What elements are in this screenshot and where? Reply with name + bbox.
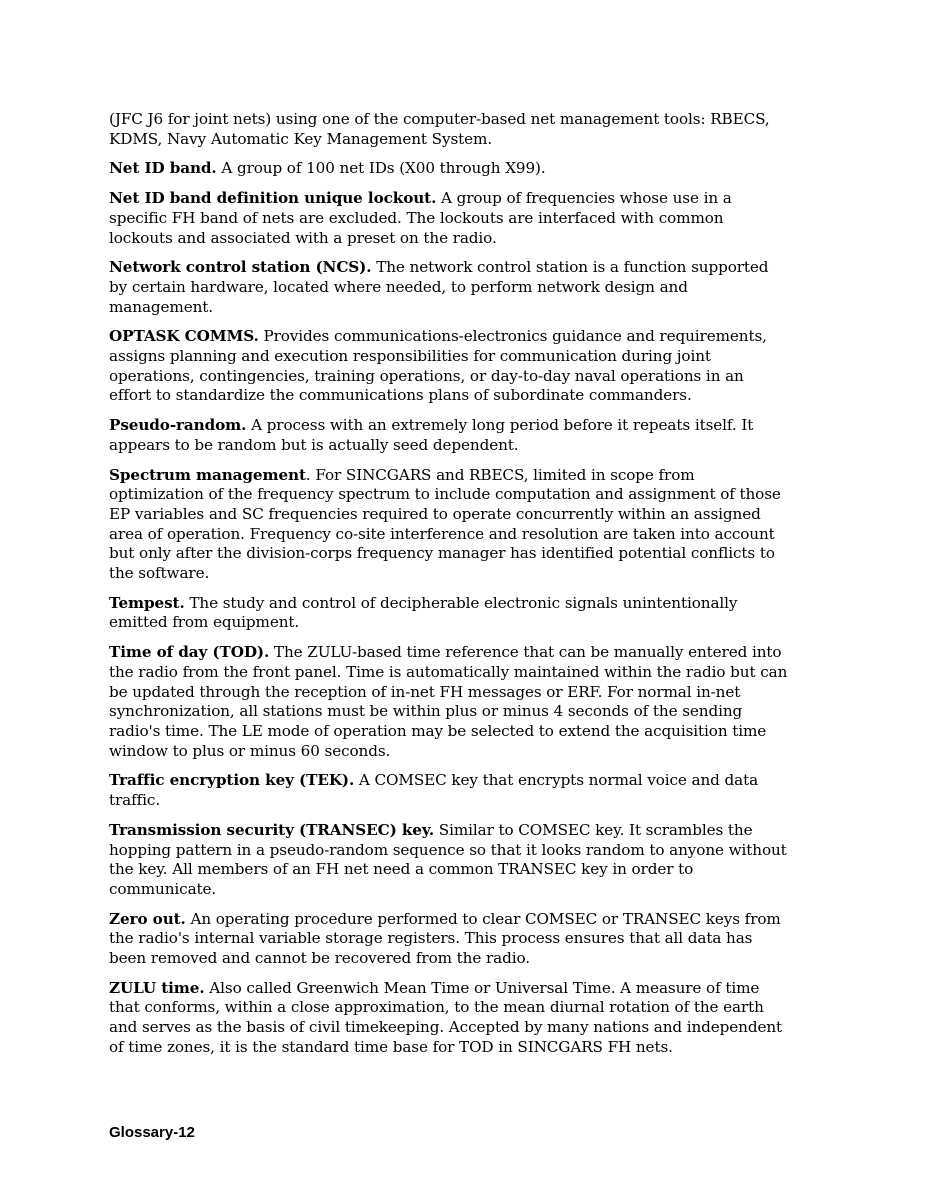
glossary-term: Traffic encryption key (TEK). bbox=[109, 771, 355, 790]
glossary-definition: Also called Greenwich Mean Time or Universal Time. A measure of time that conforms, within a close approximation, to the mean diurnal rotation of the earth and serves as the basis of civil timekeeping. Accepted by many nations and independent of time zones, it is the standard time base for TOD in SINCGARS FH nets. bbox=[109, 978, 783, 1056]
glossary-body bbox=[109, 110, 789, 1068]
glossary-entry bbox=[109, 327, 789, 406]
glossary-term: Net ID band definition unique lockout. bbox=[109, 189, 437, 208]
glossary-entry bbox=[109, 466, 789, 584]
glossary-definition: A process with an extremely long period before it repeats itself. It appears to be random but is actually seed dependent. bbox=[109, 416, 754, 454]
glossary-term: Zero out. bbox=[109, 909, 186, 928]
glossary-definition: A COMSEC key that encrypts normal voice and data traffic. bbox=[109, 771, 759, 810]
glossary-definition: A group of 100 net IDs (X00 through X99). bbox=[221, 159, 546, 178]
glossary-definition: An operating procedure performed to clear COMSEC or TRANSEC keys from the radio's internal variable storage registers. This process ensures that all data has been removed and cannot be recovered from the radio. bbox=[109, 909, 781, 968]
glossary-term: Transmission security (TRANSEC) key. bbox=[109, 820, 435, 839]
glossary-term: Tempest. bbox=[109, 593, 185, 612]
glossary-term: ZULU time. bbox=[109, 978, 205, 997]
glossary-term: OPTASK COMMS. bbox=[109, 327, 259, 346]
glossary-term: Time of day (TOD). bbox=[109, 643, 270, 662]
glossary-term: Net ID band. bbox=[109, 159, 217, 178]
glossary-definition: . For SINCGARS and RBECS, limited in scope from optimization of the frequency spectrum to include computation and assignment of those EP variables and SC frequencies required to operate concurrently within an assigned area of operation. Frequency co-site interference and resolution are taken into account but only after the division-corps frequency manager has identified potential conflicts to the software. bbox=[109, 465, 781, 583]
glossary-entry bbox=[109, 189, 789, 248]
glossary-definition: A group of frequencies whose use in a specific FH band of nets are excluded. The lockouts are interfaced with common lockouts and associated with a preset on the radio. bbox=[109, 189, 732, 247]
glossary-intro-paragraph: (JFC J6 for joint nets) using one of the computer-based net management tools: RBECS, KDMS, Navy Automatic Key Management System. bbox=[109, 110, 770, 148]
glossary-term: Spectrum management bbox=[109, 465, 306, 484]
glossary-entry bbox=[109, 643, 789, 761]
glossary-entry bbox=[109, 771, 789, 810]
glossary-entry bbox=[109, 258, 789, 317]
glossary-definition: Similar to COMSEC key. It scrambles the hopping pattern in a pseudo-random sequence so that it looks random to anyone without the key. All members of an FH net need a common TRANSEC key in order to communicate. bbox=[109, 820, 787, 898]
glossary-definition: The network control station is a function supported by certain hardware, located where needed, to perform network design and management. bbox=[109, 258, 769, 316]
glossary-entry bbox=[109, 821, 789, 900]
glossary-term: Network control station (NCS). bbox=[109, 258, 372, 277]
glossary-definition: The study and control of decipherable electronic signals unintentionally emitted from equipment. bbox=[109, 593, 738, 632]
glossary-entry bbox=[109, 594, 789, 633]
glossary-entry bbox=[109, 910, 789, 969]
glossary-entry bbox=[109, 159, 789, 179]
glossary-definition: The ZULU-based time reference that can be manually entered into the radio from the front panel. Time is automatically maintained within the radio but can be updated through the reception of in-net FH messages or ERF. For normal in-net synchronization, all stations must be within plus or minus 4 seconds of the sending radio's time. The LE mode of operation may be selected to extend the acquisition time window to plus or minus 60 seconds. bbox=[109, 643, 788, 760]
glossary-entry bbox=[109, 979, 789, 1058]
glossary-entry bbox=[109, 416, 789, 455]
glossary-definition: Provides communications-electronics guidance and requirements, assigns planning and execution responsibilities for communication during joint operations, contingencies, training operations, or day-to-day naval operations in an effort to standardize the communications plans of subordinate commanders. bbox=[109, 327, 767, 405]
glossary-term: Pseudo-random. bbox=[109, 416, 247, 435]
page-number-footer: Glossary-12 bbox=[109, 1124, 195, 1141]
